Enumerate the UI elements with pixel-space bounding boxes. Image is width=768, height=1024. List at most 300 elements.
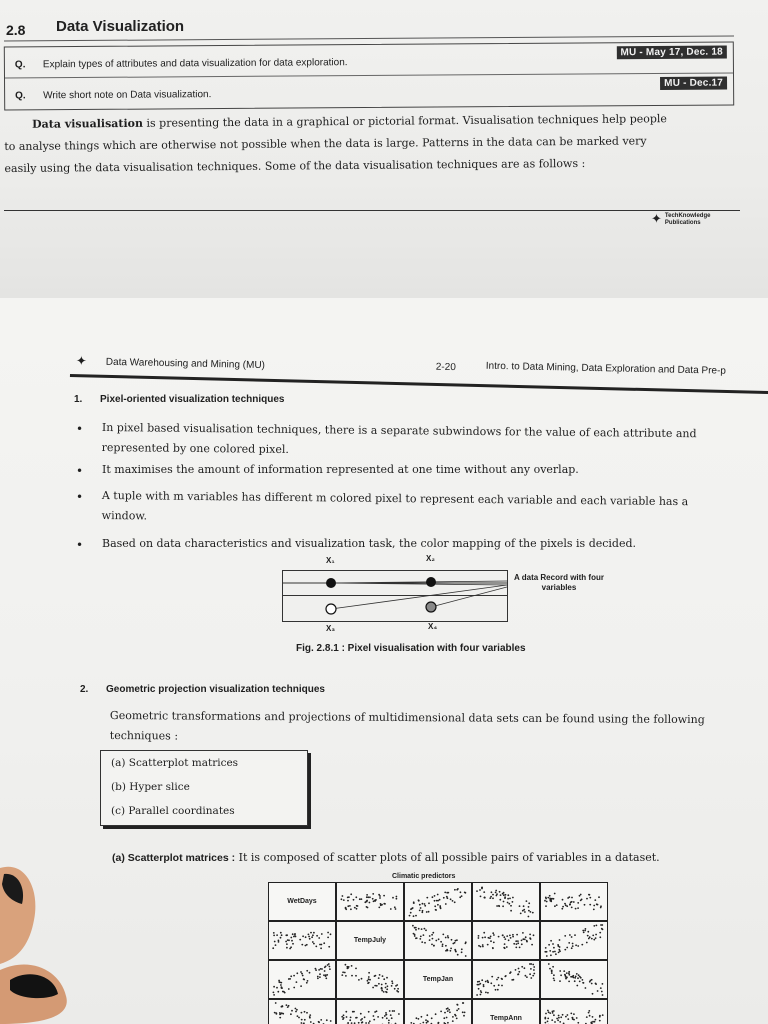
scatter-point xyxy=(456,889,458,891)
scatter-point xyxy=(499,899,501,901)
scatter-point xyxy=(577,907,579,909)
scatter-point xyxy=(344,972,346,974)
scatter-point xyxy=(346,1016,348,1018)
scatter-point xyxy=(427,1020,429,1022)
scatter-point xyxy=(545,1022,547,1024)
finger-photo xyxy=(0,860,70,1024)
scatter-point xyxy=(482,937,484,939)
technique-item-1: (a) Scatterplot matrices xyxy=(111,757,239,769)
scatter-point xyxy=(292,943,294,945)
bullet-3-line-1: A tuple with m variables has different m colored pixel to represent each variable and each variable has a xyxy=(101,488,689,509)
scatter-point xyxy=(324,966,326,968)
scatter-point xyxy=(456,939,458,941)
scatter-definition xyxy=(112,848,660,868)
scatter-point xyxy=(328,963,330,965)
scatter-point xyxy=(392,982,394,984)
scatter-point xyxy=(310,1021,312,1023)
scatter-point xyxy=(554,951,556,953)
scatter-point xyxy=(450,898,452,900)
scatter-point xyxy=(409,915,411,917)
scatter-point xyxy=(446,896,448,898)
scatter-point xyxy=(529,934,531,936)
scatter-point xyxy=(493,942,495,944)
scatter-point xyxy=(512,934,514,936)
scatter-point xyxy=(587,935,589,937)
scatter-point xyxy=(564,903,566,905)
matrix-scatter-cell xyxy=(336,999,404,1024)
book-logo-icon: ✦ xyxy=(75,354,87,370)
scatter-point xyxy=(568,971,570,973)
scatter-point xyxy=(530,911,532,913)
scatter-point xyxy=(599,932,601,934)
scatter-point xyxy=(429,935,431,937)
scatter-point xyxy=(461,895,463,897)
scatter-point xyxy=(378,907,380,909)
scatter-point xyxy=(435,909,437,911)
scatter-point xyxy=(558,1017,560,1019)
question-1-letter: Q. xyxy=(14,59,26,71)
scatter-point xyxy=(308,934,310,936)
scatter-point xyxy=(446,1017,448,1019)
scatter-point xyxy=(555,953,557,955)
scatter-point xyxy=(395,908,397,910)
scatter-point xyxy=(563,970,565,972)
scatter-point xyxy=(532,975,534,977)
scatter-point xyxy=(329,968,331,970)
scatter-point xyxy=(477,981,479,983)
scatter-point xyxy=(275,944,277,946)
scatter-point xyxy=(366,900,368,902)
scatter-point xyxy=(564,974,566,976)
scatter-point xyxy=(281,934,283,936)
scatter-point xyxy=(545,947,547,949)
scatter-point xyxy=(571,947,573,949)
matrix-scatter-cell xyxy=(268,960,336,999)
scatter-point xyxy=(567,897,569,899)
scatter-point xyxy=(513,943,515,945)
scatter-point xyxy=(481,887,483,889)
scatter-point xyxy=(599,1015,601,1017)
scatter-point xyxy=(504,938,506,940)
scatter-point xyxy=(447,1022,449,1024)
bullet-3 xyxy=(102,486,689,532)
scatter-point xyxy=(383,978,385,980)
scatter-point xyxy=(482,946,484,948)
scatter-point xyxy=(452,943,454,945)
section-number: 2.8 xyxy=(6,22,26,38)
scatter-point xyxy=(306,982,308,984)
scatter-point xyxy=(518,968,520,970)
scatter-point xyxy=(574,980,576,982)
question-box xyxy=(4,41,734,110)
scatter-point xyxy=(368,982,370,984)
scatter-point xyxy=(373,1019,375,1021)
scatter-point xyxy=(496,905,498,907)
scatter-point xyxy=(502,905,504,907)
scatter-point xyxy=(273,932,275,934)
scatter-point xyxy=(560,974,562,976)
scatter-point xyxy=(325,977,327,979)
bullet-2 xyxy=(102,460,579,480)
scatter-point xyxy=(495,989,497,991)
scatter-point xyxy=(549,900,551,902)
scatter-point xyxy=(485,981,487,983)
matrix-variable-label: TempAnn xyxy=(472,999,540,1024)
question-1-tag: MU - May 17, Dec. 18 xyxy=(616,46,726,60)
scatter-point xyxy=(421,928,423,930)
scatter-point xyxy=(385,1014,387,1016)
scatter-point xyxy=(460,891,462,893)
pixel-x4 xyxy=(426,602,436,612)
scatter-point xyxy=(553,898,555,900)
scatter-point xyxy=(385,991,387,993)
scatter-point xyxy=(550,940,552,942)
scatter-point xyxy=(355,968,357,970)
scatter-point xyxy=(419,910,421,912)
scatter-point xyxy=(280,937,282,939)
scatter-point xyxy=(462,1002,464,1004)
scatter-point xyxy=(303,978,305,980)
scatter-point xyxy=(560,1016,562,1018)
scatter-point xyxy=(295,936,297,938)
scatter-point xyxy=(420,907,422,909)
scatter-point xyxy=(450,948,452,950)
scatter-point xyxy=(573,1013,575,1015)
scatter-point xyxy=(589,897,591,899)
scatter-point xyxy=(571,897,573,899)
scatter-point xyxy=(328,946,330,948)
scatter-point xyxy=(549,1012,551,1014)
scatter-point xyxy=(394,988,396,990)
scatter-point xyxy=(439,899,441,901)
scatter-point xyxy=(576,973,578,975)
scatter-point xyxy=(316,935,318,937)
scatter-point xyxy=(433,945,435,947)
scatter-point xyxy=(581,944,583,946)
scatter-point xyxy=(552,951,554,953)
scatter-point xyxy=(276,987,278,989)
scatter-point xyxy=(413,915,415,917)
scatter-point xyxy=(531,944,533,946)
scatter-point xyxy=(394,906,396,908)
scatter-point xyxy=(379,895,381,897)
scatter-point xyxy=(595,983,597,985)
scatter-point xyxy=(568,981,570,983)
scatter-point xyxy=(312,934,314,936)
scatter-point xyxy=(593,909,595,911)
scatter-point xyxy=(443,897,445,899)
scatter-point xyxy=(600,905,602,907)
scatter-point xyxy=(425,1019,427,1021)
publisher-name: TechKnowledge xyxy=(664,212,711,219)
scatter-point xyxy=(294,934,296,936)
scatter-point xyxy=(582,930,584,932)
scatter-point xyxy=(544,1017,546,1019)
bullet-dot-1: • xyxy=(76,422,84,436)
scatter-point xyxy=(434,900,436,902)
scatter-point xyxy=(548,944,550,946)
scatter-point xyxy=(438,1022,440,1024)
scatter-point xyxy=(395,985,397,987)
scatter-point xyxy=(412,925,414,927)
scatter-point xyxy=(487,944,489,946)
scatter-point xyxy=(279,1017,281,1019)
bullet-dot-3: • xyxy=(76,490,84,504)
scatter-point xyxy=(591,938,593,940)
scatter-point xyxy=(459,896,461,898)
scatter-point xyxy=(506,935,508,937)
scatter-point xyxy=(492,897,494,899)
scatter-point xyxy=(566,977,568,979)
scatter-point xyxy=(518,971,520,973)
scatter-point xyxy=(583,932,585,934)
scatter-point xyxy=(479,983,481,985)
scatter-point xyxy=(559,939,561,941)
scatter-point xyxy=(490,982,492,984)
scatter-point xyxy=(376,985,378,987)
scatter-point xyxy=(529,937,531,939)
scatter-point xyxy=(519,905,521,907)
scatter-point xyxy=(381,904,383,906)
scatter-point xyxy=(345,975,347,977)
scatter-point xyxy=(553,978,555,980)
scatter-point xyxy=(442,945,444,947)
scatter-point xyxy=(569,904,571,906)
scatter-point xyxy=(342,895,344,897)
scatter-point xyxy=(422,910,424,912)
scatter-point xyxy=(568,972,570,974)
scatter-point xyxy=(584,904,586,906)
scatter-point xyxy=(304,1019,306,1021)
scatter-point xyxy=(559,980,561,982)
matrix-scatter-cell xyxy=(540,960,608,999)
scatter-point xyxy=(452,1016,454,1018)
scatter-point xyxy=(602,994,604,996)
scatter-point xyxy=(350,893,352,895)
scatter-point xyxy=(597,904,599,906)
scatter-point xyxy=(426,1014,428,1016)
scatter-point xyxy=(577,945,579,947)
scatter-point xyxy=(566,972,568,974)
pixel-x2 xyxy=(426,577,436,587)
publisher-sub: Publications xyxy=(664,219,701,226)
scatter-point xyxy=(589,981,591,983)
scatter-point xyxy=(524,967,526,969)
scatter-point xyxy=(319,973,321,975)
scatter-point xyxy=(286,934,288,936)
scatter-point xyxy=(588,1010,590,1012)
scatter-point xyxy=(391,1017,393,1019)
scatter-point xyxy=(584,930,586,932)
scatter-point xyxy=(585,987,587,989)
scatter-point xyxy=(522,932,524,934)
section-1-number: 1. xyxy=(74,394,83,405)
scatter-point xyxy=(347,900,349,902)
publisher-mark-icon: ✦ xyxy=(651,212,662,227)
scatter-point xyxy=(526,900,528,902)
scatter-point xyxy=(508,903,510,905)
scatter-point xyxy=(276,1013,278,1015)
scatter-point xyxy=(515,969,517,971)
scatter-point xyxy=(301,1019,303,1021)
scatter-point xyxy=(547,1018,549,1020)
scatter-point xyxy=(567,1018,569,1020)
scatter-point xyxy=(374,985,376,987)
scatter-point xyxy=(465,955,467,957)
scatter-point xyxy=(415,915,417,917)
scatter-point xyxy=(575,976,577,978)
scatterplot-matrix xyxy=(268,873,608,1024)
scatter-point xyxy=(530,963,532,965)
scatter-point xyxy=(545,897,547,899)
bottom-page xyxy=(0,298,768,1024)
scatter-point xyxy=(521,943,523,945)
scatter-point xyxy=(557,1019,559,1021)
section-2-line-1: Geometric transformations and projections of multidimensional data sets can be found using the following xyxy=(109,708,705,727)
scatter-point xyxy=(354,907,356,909)
scatter-point xyxy=(599,936,601,938)
scatter-point xyxy=(381,984,383,986)
scatter-point xyxy=(318,969,320,971)
scatter-point xyxy=(293,936,295,938)
matrix-variable-label: TempJan xyxy=(404,960,472,999)
section-rule xyxy=(4,35,734,41)
scatter-point xyxy=(550,954,552,956)
scatter-point xyxy=(301,1012,303,1014)
question-2-tag: MU - Dec.17 xyxy=(660,77,727,90)
scatter-point xyxy=(309,1014,311,1016)
scatter-point xyxy=(297,1015,299,1017)
scatter-point xyxy=(397,988,399,990)
scatter-point xyxy=(286,943,288,945)
scatter-point xyxy=(528,916,530,918)
intro-line-3: easily using the data visualisation techniques. Some of the data visualisation techniques are as follows : xyxy=(4,156,586,175)
scatter-point xyxy=(343,1014,345,1016)
scatter-point xyxy=(492,932,494,934)
scatter-point xyxy=(444,892,446,894)
question-divider xyxy=(5,72,733,78)
scatter-point xyxy=(312,941,314,943)
scatter-point xyxy=(553,1010,555,1012)
scatter-point xyxy=(575,908,577,910)
scatter-point xyxy=(517,942,519,944)
bullet-3-line-2: window. xyxy=(101,508,148,523)
scatter-point xyxy=(288,1005,290,1007)
question-2-letter: Q. xyxy=(15,90,26,102)
scatter-point xyxy=(532,912,534,914)
scatter-point xyxy=(524,938,526,940)
scatter-point xyxy=(492,894,494,896)
scatter-point xyxy=(528,910,530,912)
scatter-point xyxy=(383,895,385,897)
scatter-point xyxy=(291,940,293,942)
matrix-scatter-cell xyxy=(404,999,472,1024)
figure-note: A data Record with four variables xyxy=(514,573,604,592)
bullet-4-line-1: Based on data characteristics and visualization task, the color mapping of the pixels is decided. xyxy=(102,537,637,550)
scatter-point xyxy=(369,1020,371,1022)
scatter-point xyxy=(315,946,317,948)
scatter-point xyxy=(360,1013,362,1015)
scatter-point xyxy=(480,896,482,898)
intro-paragraph xyxy=(4,108,741,180)
scatter-point xyxy=(573,901,575,903)
scatter-point xyxy=(280,932,282,934)
figure-caption: Fig. 2.8.1 : Pixel visualisation with four variables xyxy=(296,643,526,654)
scatter-point xyxy=(575,944,577,946)
scatter-point xyxy=(284,992,286,994)
scatter-point xyxy=(501,985,503,987)
scatter-point xyxy=(526,940,528,942)
matrix-scatter-cell xyxy=(268,999,336,1024)
scatter-point xyxy=(325,974,327,976)
scatter-point xyxy=(599,1020,601,1022)
scatter-point xyxy=(497,989,499,991)
scatter-point xyxy=(415,927,417,929)
figure-label-x2: X₂ xyxy=(426,554,435,563)
scatter-point xyxy=(503,894,505,896)
scatter-point xyxy=(544,900,546,902)
scatter-point xyxy=(506,946,508,948)
scatter-point xyxy=(288,988,290,990)
scatter-point xyxy=(353,899,355,901)
scatter-point xyxy=(305,945,307,947)
scatter-point xyxy=(329,966,331,968)
scatter-point xyxy=(273,992,275,994)
scatter-point xyxy=(418,928,420,930)
question-2-text: Write short note on Data visualization. xyxy=(43,89,212,102)
scatter-point xyxy=(295,1008,297,1010)
scatter-point xyxy=(567,1014,569,1016)
intro-line-1: is presenting the data in a graphical or pictorial format. Visualisation techniques help people xyxy=(142,112,667,130)
scatter-point xyxy=(589,894,591,896)
scatter-point xyxy=(426,897,428,899)
scatter-point xyxy=(449,1011,451,1013)
scatter-point xyxy=(278,941,280,943)
scatter-point xyxy=(383,903,385,905)
scatter-point xyxy=(530,977,532,979)
section-1-title: Pixel-oriented visualization techniques xyxy=(100,394,285,405)
scatter-point xyxy=(373,1015,375,1017)
scatter-point xyxy=(437,904,439,906)
scatter-point xyxy=(347,905,349,907)
scatter-point xyxy=(413,902,415,904)
scatter-point xyxy=(301,944,303,946)
scatter-point xyxy=(384,1015,386,1017)
scatter-point xyxy=(349,1019,351,1021)
scatter-point xyxy=(379,974,381,976)
scatter-point xyxy=(341,898,343,900)
scatter-point xyxy=(598,896,600,898)
scatter-point xyxy=(391,980,393,982)
scatter-point xyxy=(588,1012,590,1014)
scatter-point xyxy=(524,911,526,913)
scatter-point xyxy=(525,975,527,977)
scatter-point xyxy=(577,902,579,904)
scatter-point xyxy=(559,946,561,948)
scatter-point xyxy=(593,939,595,941)
scatter-point xyxy=(502,934,504,936)
scatter-point xyxy=(361,898,363,900)
scatter-point xyxy=(277,991,279,993)
scatter-point xyxy=(359,898,361,900)
scatter-point xyxy=(455,1015,457,1017)
scatter-point xyxy=(507,898,509,900)
scatter-point xyxy=(396,898,398,900)
scatter-point xyxy=(549,950,551,952)
scatter-point xyxy=(313,932,315,934)
scatter-point xyxy=(431,934,433,936)
scatter-point xyxy=(355,896,357,898)
